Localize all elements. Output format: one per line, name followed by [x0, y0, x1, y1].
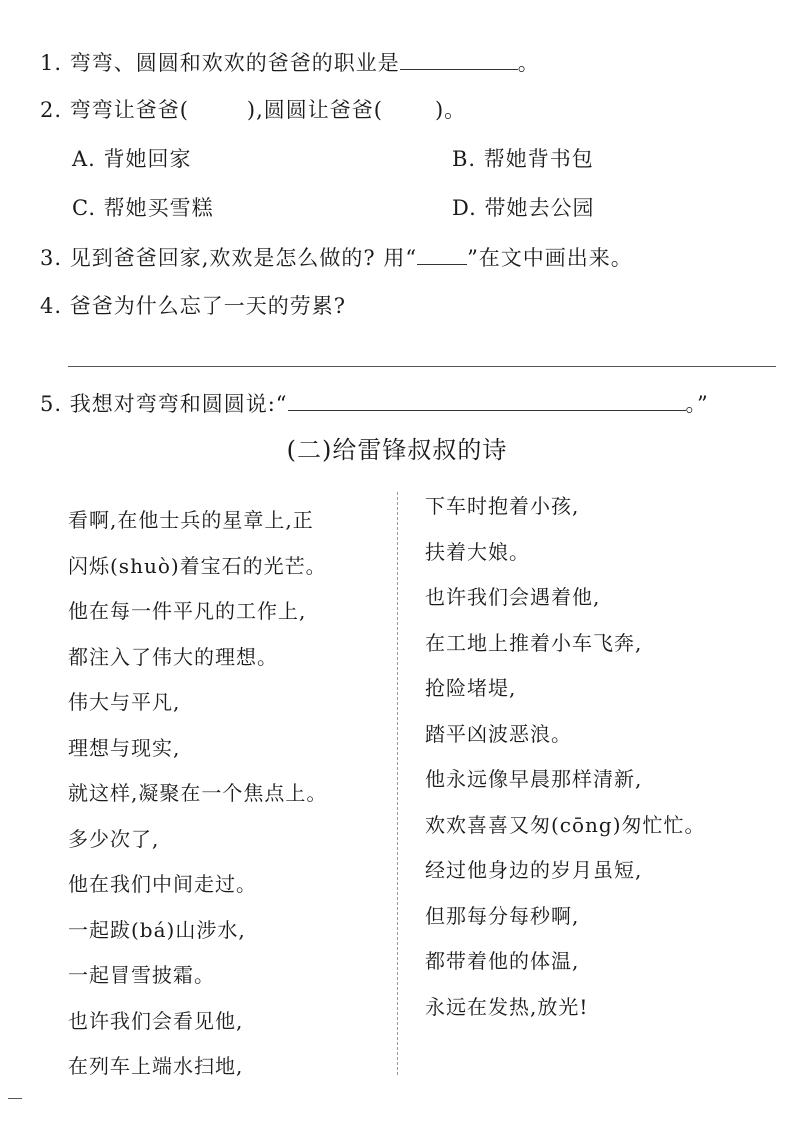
question-5 [40, 388, 709, 418]
poem-line: 在工地上推着小车飞奔, [425, 630, 643, 655]
column-divider [397, 492, 398, 1075]
option-a: A. 背她回家 [72, 147, 192, 171]
poem-line: 他在我们中间走过。 [68, 872, 257, 896]
option-b: B. 帮她背书包 [452, 147, 594, 171]
poem-line: 下车时抱着小孩, [425, 494, 580, 518]
poem-line: 伟大与平凡, [68, 690, 181, 714]
poem-line: 他永远像早晨那样清新, [425, 767, 643, 791]
poem-line: 他在每一件平凡的工作上, [68, 599, 307, 623]
question-1-end: 。 [517, 51, 540, 75]
question-5-part2: 。” [685, 392, 709, 416]
underline-sample [417, 246, 467, 265]
poem-right-column [425, 484, 706, 1030]
poem-line: 抢险堵堤, [425, 676, 517, 700]
poem-line: 也许我们会看见他, [68, 1008, 244, 1033]
poem-line: 理想与现实, [68, 735, 181, 760]
poem-line: 踏平凶波恶浪。 [425, 721, 572, 746]
poem-line: 欢欢喜喜又匆(cōng)匆忙忙。 [425, 812, 706, 837]
poem-line: 也许我们会遇着他, [425, 585, 601, 609]
poem-line: 永远在发热,放光! [425, 994, 589, 1019]
question-1-text: 1. 弯弯、圆圆和欢欢的爸爸的职业是 [40, 51, 400, 75]
poem-line: 都带着他的体温, [425, 949, 580, 973]
question-3-part2: ”在文中画出来。 [467, 246, 633, 270]
question-2-part2: ),圆圆让爸爸( [246, 98, 383, 122]
option-c: C. 帮她买雪糕 [72, 196, 214, 220]
poem-line: 一起冒雪披霜。 [68, 963, 215, 987]
question-3-part1: 3. 见到爸爸回家,欢欢是怎么做的? 用“ [40, 246, 418, 270]
question-2-part3: )。 [434, 98, 467, 122]
poem-line: 就这样,凝聚在一个焦点上。 [68, 781, 328, 805]
poem-line: 在列车上端水扫地, [68, 1054, 244, 1078]
poem-line: 经过他身边的岁月虽短, [425, 858, 643, 882]
question-5-part1: 5. 我想对弯弯和圆圆说:“ [40, 392, 288, 416]
question-1 [40, 47, 540, 77]
poem-line: 一起跋(bá)山涉水, [68, 917, 246, 942]
answer-line-4[interactable] [68, 366, 776, 367]
question-3 [40, 242, 633, 272]
poem-line: 多少次了, [68, 826, 160, 851]
poem-line: 看啊,在他士兵的星章上,正 [68, 508, 314, 532]
question-2 [40, 94, 466, 124]
poem-line: 闪烁(shuò)着宝石的光芒。 [68, 553, 327, 578]
poem-line: 扶着大娘。 [425, 539, 530, 564]
option-d: D. 带她去公园 [452, 196, 595, 220]
question-4: 4. 爸爸为什么忘了一天的劳累? [40, 294, 346, 318]
question-2-part1: 2. 弯弯让爸爸( [40, 98, 189, 122]
corner-mark [8, 1098, 22, 1099]
poem-left-column [68, 498, 327, 1090]
poem-line: 但那每分每秒啊, [425, 903, 580, 928]
section-title: (二)给雷锋叔叔的诗 [286, 436, 508, 464]
answer-blank-5[interactable] [288, 392, 686, 411]
answer-blank-1[interactable] [400, 51, 518, 70]
poem-line: 都注入了伟大的理想。 [68, 644, 278, 669]
